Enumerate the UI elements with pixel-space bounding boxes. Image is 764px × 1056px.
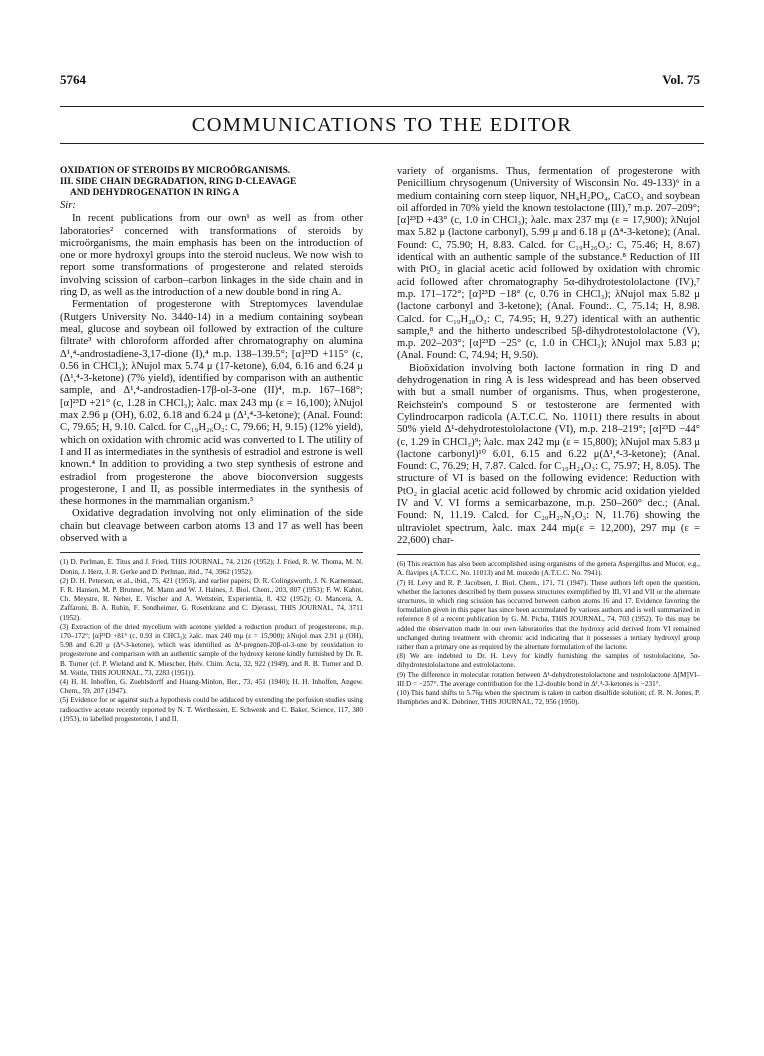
banner-top-rule	[60, 106, 704, 107]
article-title	[60, 166, 363, 199]
body-paragraph: In recent publications from our own¹ as well as from other laboratories² concerned with transformations of steroids by microörganisms, the main emphasis has been on the introduction of one or more hydroxyl groups into the steroid nucleus. We now wish to report some transformations of progesterone and related steroids involving scission of carbon–carbon linkages in the side chain and in ring D, as well as the introduction of a new double bond in ring A.	[60, 213, 363, 299]
body-paragraph: Oxidative degradation involving not only elimination of the side chain but cleavage between carbon atoms 13 and 17 as well has been observed with a	[60, 508, 363, 545]
right-column	[397, 166, 700, 707]
footnote: (10) This band shifts to 5.76μ when the spectrum is taken in carbon disulfide solution; cf. R. N. Jones, P. Humphries and K. Dobriner, THIS JOURNAL, 72, 956 (1950).	[397, 689, 700, 707]
article-title-line-3: AND DEHYDROGENATION IN RING A	[70, 188, 240, 198]
footnote: (4) H. H. Inhoffen, G. Zuehlsdorff and Huang-Minlon, Ber., 73, 451 (1940); H. H. Inhoffen, Angew. Chem., 59, 207 (1947).	[60, 677, 363, 696]
body-paragraph: Bioöxidation involving both lactone formation in ring D and dehydrogenation in ring A is less widespread and has been observed with but a small number of organisms. Thus, when progesterone, Reichstein's compound S or testosterone are fermented with Cylindrocarpon radicola (A.T.C.C. No. 11011) there results in about 50% yield Δ¹-dehydrotestololactone (VI), m.p. 218–219°; [α]²³D −44° (c, 1.29 in CHCl₃)⁹; λalc. max 242 mμ (ε = 15,800); λNujol max 5.83 μ (lactone carbonyl)¹⁰ 6.01, 6.15 and 6.22 μ(Δ¹,⁴-3-ketone); (Anal. Found: C, 76.29; H, 7.87. Calcd. for C₁₉H₂₄O₃: C, 75.97; H, 8.05). The structure of VI is based on the following evidence: Reduction with PtO₂ in glacial acetic acid followed by chromic acid oxidation yielded IV and V. VI forms a semicarbazone, m.p. 250–260° dec.; (Anal. Found: N, 11.19. Calcd. for C₂₀H₂₇N₃O₃: N, 11.76) showing the ultraviolet spectrum, λalc. max 244 mμ(ε = 12,200), 297 mμ (ε = 22,600) char-	[397, 362, 700, 546]
footnote: (1) D. Perlman, E. Titus and J. Fried, THIS JOURNAL, 74, 2126 (1952); J. Fried, R. W. Thoma, M. N. Donin, J. Herz, J. R. Gerke and D. Perlman, ibid., 74, 3962 (1952).	[60, 558, 363, 576]
salutation: Sir:	[60, 200, 76, 211]
body-paragraph: variety of organisms. Thus, fermentation of progesterone with Penicillium chrysogenum (University of Wisconsin No. 49-133)⁶ in a medium containing corn steep liquor, NH₄H₂PO₄, CaCO₃ and soybean oil afforded in 70% yield the known testolactone (III),⁷ m.p. 207–209°; [α]²³D +43° (c, 1.0 in CHCl₃); λalc. max 237 mμ (ε = 17,900); λNujol max 5.82 μ (lactone carbonyl), 5.99 μ and 6.18 μ (Δ⁴-3-ketone); (Anal. Found: C, 75.90; H, 8.83. Calcd. for C₁₉H₂₆O₃: C, 75.46; H, 8.67) identical with an authentic sample of the substance.⁸ Reduction of III with PtO₂ in glacial acetic acid followed by oxidation with chromic acid followed after chromatography 5α-dihydrotestololactone (IV),⁷ m.p. 171–172°; [α]²³D −18° (c, 0.76 in CHCl₃); λNujol max 5.82 μ (lactone carbonyl and 3-ketone); (Anal. Found:. C, 75.14; H, 8.98. Calcd. for C₁₉H₂₈O₃: C, 74.95; H, 9.27) identical with an authentic sample,⁸ and the hitherto undescribed 5β-dihydrotestololactone (V), m.p. 202–203°; [α]²³D −25° (c, 1.0 in CHCl₃); λNujol max 5.83 μ; (Anal. Found: C, 74.94; H, 9.50).	[397, 166, 700, 362]
footnote-divider	[397, 554, 700, 555]
volume-label: Vol. 75	[662, 72, 700, 87]
footnote: (7) H. Levy and R. P. Jacobsen, J. Biol. Chem., 171, 71 (1947). These authors left open the question, whether the lactones described by them possess structures exemplified by III, VI and VII or the alternate structures, in which ring scission has occurred between carbon atoms 16 and 17. Evidence favoring the formulation given in this paper has since been accumulated by various authors and is well summarized in reference 8 of a recent publication by G. M. Picha, THIS JOURNAL, 74, 703 (1952). To this may be added the observation made in our own laboratories that the hydroxy acid derived from VI remained unchanged during treatment with chromic acid indicating that it possesses a tertiary hydroxyl group rather than a primary one as required by the alternate formulation of the lactone.	[397, 578, 700, 652]
footnote-divider	[60, 552, 363, 553]
footnotes-right	[397, 560, 700, 707]
footnotes-left	[60, 558, 363, 724]
footnote: (6) This reaction has also been accomplished using organisms of the genera Aspergillus and Mucor, e.g., A. flavipes (A.T.C.C. No. 11013) and M. mucedo (A.T.C.C. No. 7941).	[397, 560, 700, 578]
footnote: (3) Extraction of the dried mycelium with acetone yielded a reduction product of progesterone, m.p. 170–172°; [α]²³D +81° (c, 0.93 in CHCl₃); λalc. max 240 mμ (ε = 15,900); λNujol max 2.91 μ (OH), 5.98 and 6.20 μ (Δ⁴-3-ketone), which was identified as Δ⁴-pregnen-20β-ol-3-one by reoxidation to progesterone and comparison with an authentic sample of the hydroxy ketone kindly furnished by Dr. R. B. Turner (cf. P. Wieland and K. Miescher, Helv. Chim. Acta, 32, 922 (1949), and R. B. Turner and D. M. Voitle, THIS JOURNAL, 73, 2283 (1951)).	[60, 622, 363, 677]
section-banner: COMMUNICATIONS TO THE EDITOR	[191, 114, 573, 136]
left-column	[60, 166, 363, 724]
footnote: (9) The difference in molecular rotation between Δ¹-dehydrotestololactone and testololactone Δ[M]VI–III D = −257°. The average contribution for the 1,2-double bond in Δ¹,⁴-3-ketones is −231°.	[397, 670, 700, 688]
footnote: (8) We are indebted to Dr. H. Levy for kindly furnishing the samples of testololactone, 5α-dihydrotestololactone and estrololactone.	[397, 652, 700, 670]
footnote: (2) D. H. Peterson, et al., ibid., 75, 421 (1953), and earlier papers; D. R. Colingsworth, J. N. Karnemaat, F. R. Hanson, M. P. Brunner, M. Mann and W. J. Haines, J. Biol. Chem., 203, 807 (1953); F. W. Kahnt, Ch. Meystre, R. Neher, E. Vischer and A. Wettstein, Experientia, 8, 432 (1952); O. Mancera, A. Zaffaroni, B. A. Rubin, F. Sondheimer, G. Rosenkranz and C. Djerassi, THIS JOURNAL, 74, 3711 (1952).	[60, 576, 363, 622]
body-paragraph: Fermentation of progesterone with Streptomyces lavendulae (Rutgers University No. 3440-14) in a medium containing soybean meal, glucose and soybean oil followed by extraction of the culture filtrate³ with chloroform afforded after chromatography on alumina Δ¹,⁴-androstadiene-3,17-dione (I),⁴ m.p. 138–139.5°; [α]²³D +115° (c, 0.56 in CHCl₃); λNujol max 5.74 μ (17-ketone), 6.04, 6.16 and 6.24 μ (Δ¹,⁴-3-ketone) (7% yield), identified by comparison with an authentic sample, and Δ¹,⁴-androstadien-17β-ol-3-one (II)⁴, m.p. 167–168°; [α]²³D +21° (c, 1.28 in CHCl₃); λalc. max 243 mμ (ε = 16,100); λNujol max 2.96 μ (OH), 6.02, 6.18 and 6.24 μ (Δ¹,⁴-3-ketone); (Anal. Found: C, 79.65; H, 9.10. Calcd. for C₁₉H₂₆O₂: C, 79.66; H, 9.15) (12% yield), which on oxidation with chromic acid was converted to I. The utility of I and II as intermediates in the synthesis of estradiol and estrone is well known.⁴ In addition to providing a two step synthesis of estrone and estradiol from progesterone the above bioconversion suggests progesterone, I and II, as possible intermediates in the synthesis of these hormones in the mammalian organism.⁵	[60, 299, 363, 508]
page-number: 5764	[60, 72, 86, 87]
article-title-line-2: III. SIDE CHAIN DEGRADATION, RING D-CLEAVAGE	[60, 177, 297, 187]
article-title-line-1: OXIDATION OF STEROIDS BY MICROÖRGANISMS.	[60, 166, 291, 176]
footnote: (5) Evidence for or against such a hypothesis could be adduced by extending the perfusion studies using radioactive acetate recently reported by N. T. Werthessen, E. Schwenk and C. Baker, Science, 117, 380 (1953), to labelled progesterone, I and II.	[60, 696, 363, 723]
banner-bottom-rule	[60, 143, 704, 144]
